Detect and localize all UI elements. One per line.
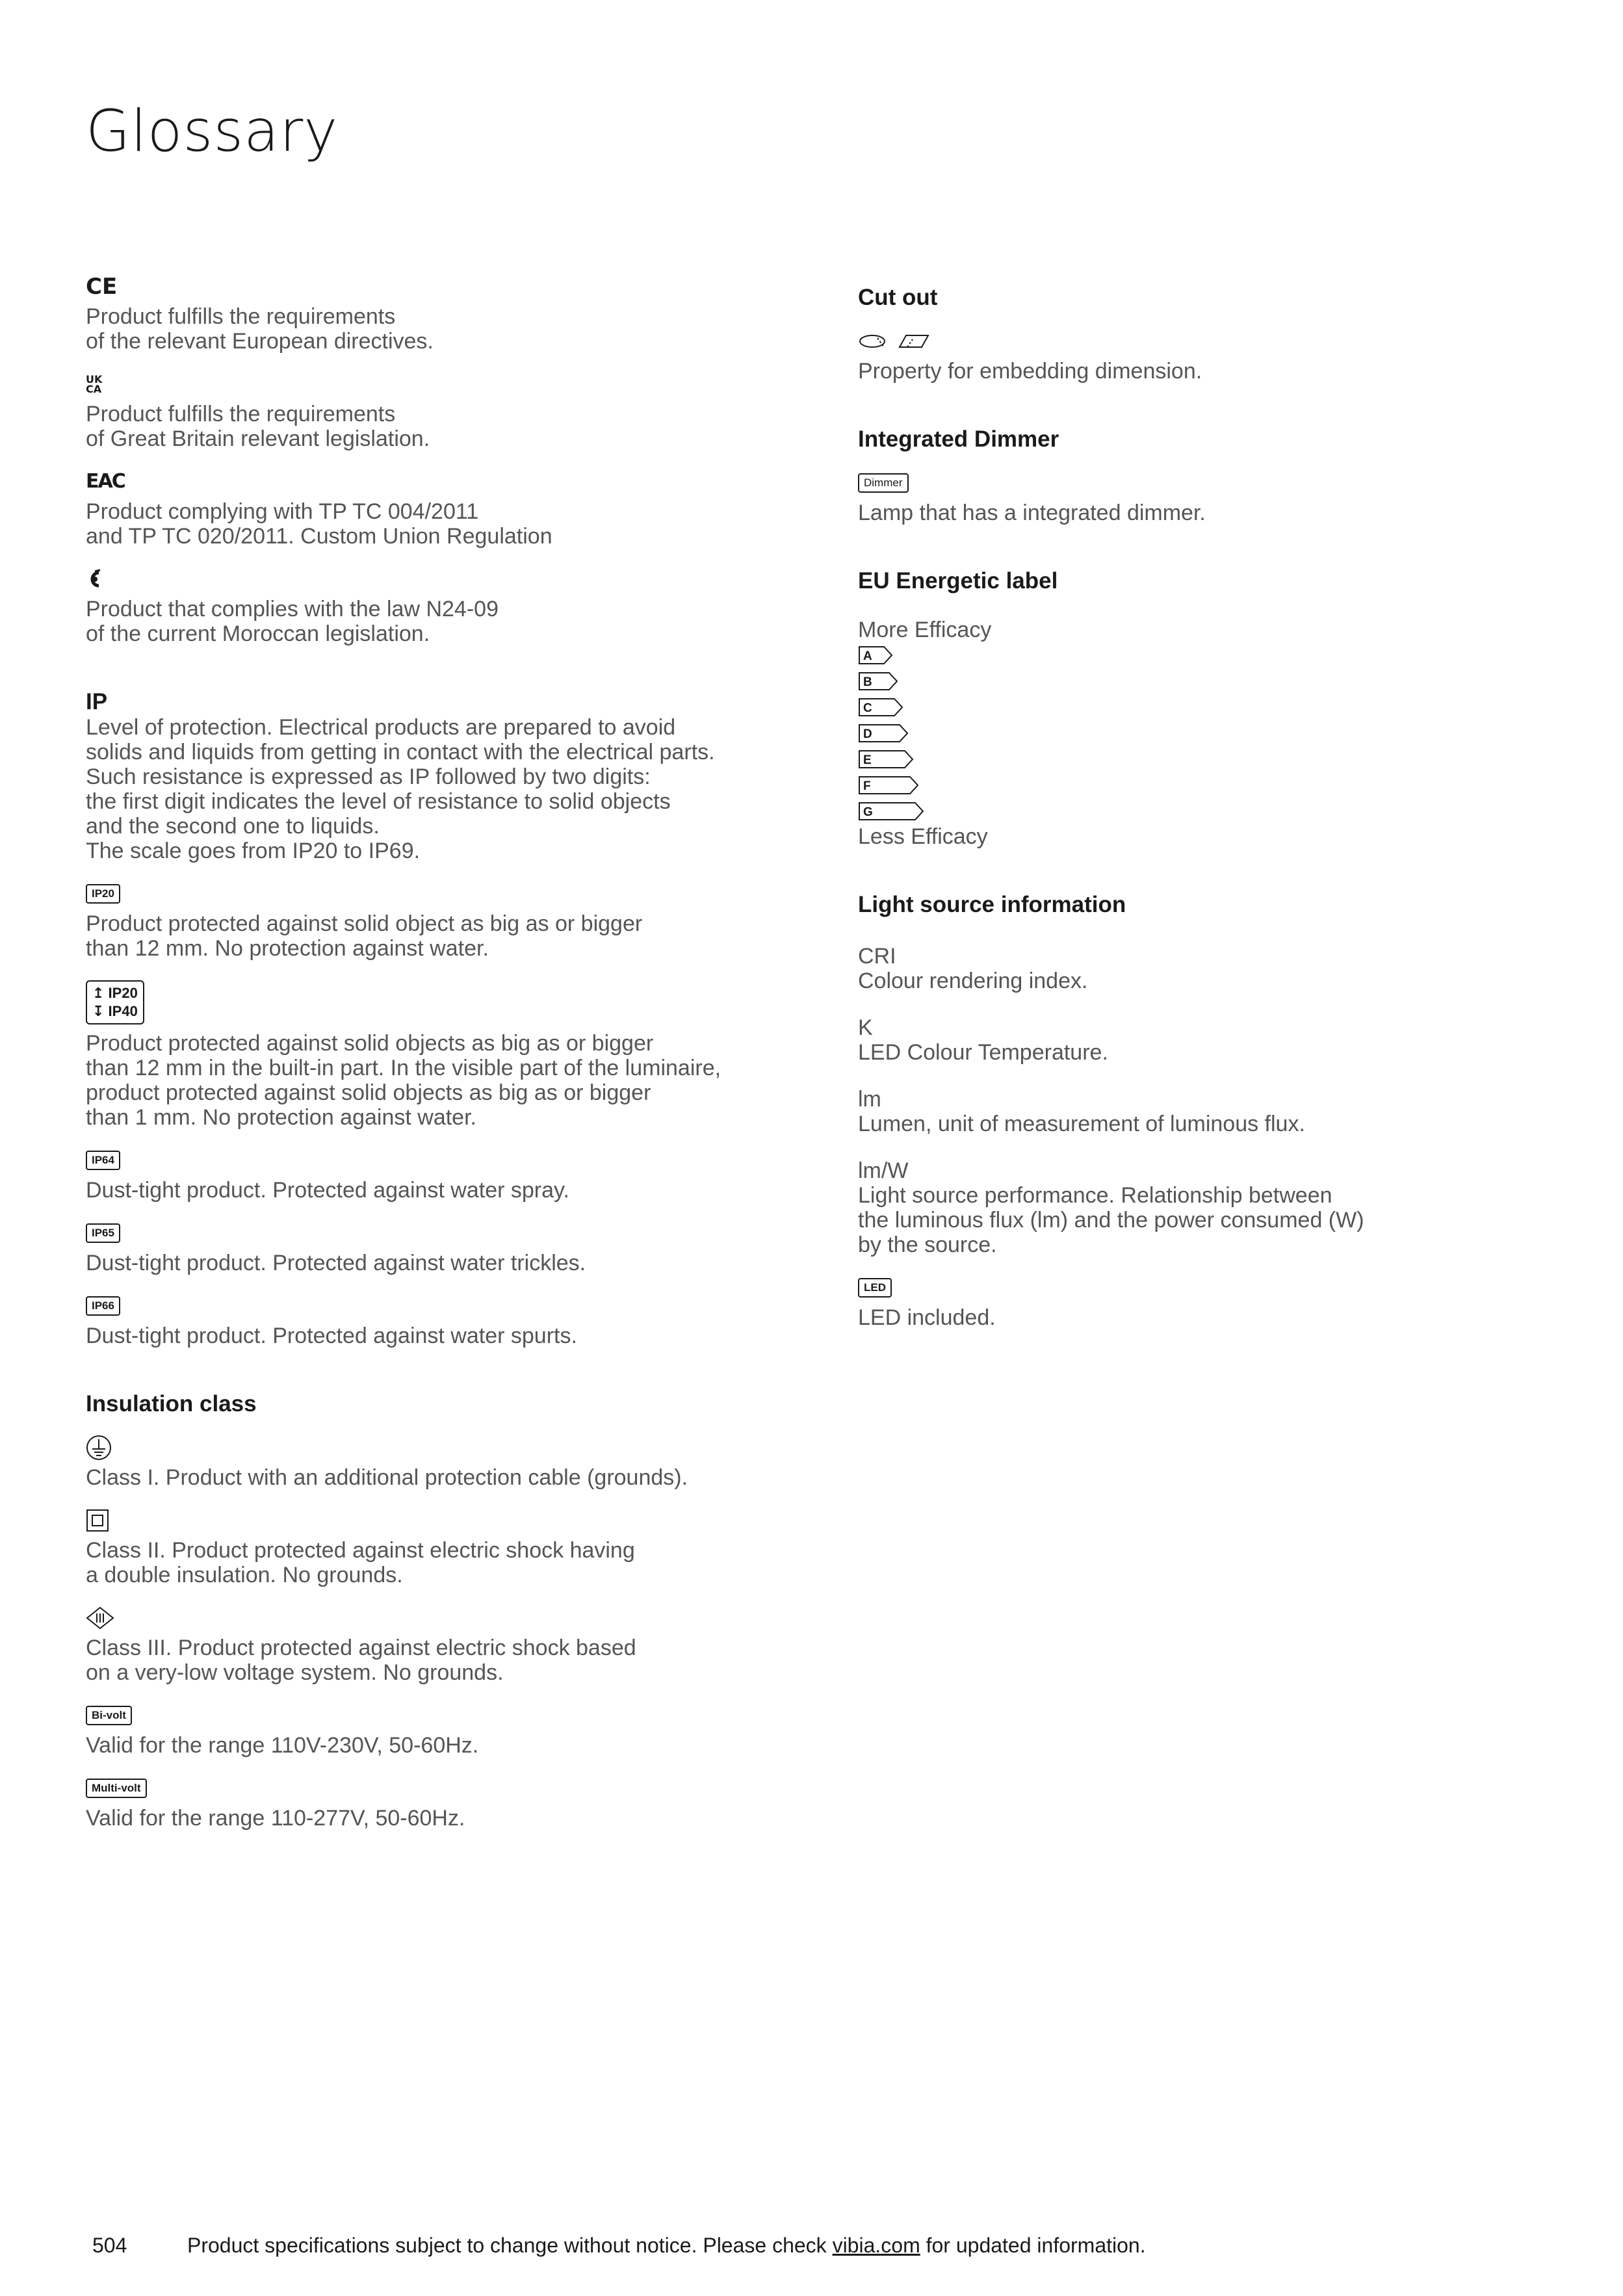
- multi-volt-badge: Multi-volt: [86, 1775, 801, 1802]
- cut-out-round-icon: [858, 333, 889, 350]
- energy-class-g: [858, 798, 1508, 824]
- lsi-term: lm: [858, 1087, 881, 1112]
- lsi-item-k: [858, 1015, 1508, 1065]
- ip65-description: Dust-tight product. Protected against water trickles.: [86, 1251, 586, 1275]
- ip20-description: Product protected against solid object as big as or bigger than 12 mm. No protection against water.: [86, 911, 643, 961]
- ip20-badge: IP20: [86, 880, 801, 907]
- energy-class-b: [858, 668, 1508, 694]
- ip64-badge: IP64: [86, 1147, 801, 1174]
- cmim-description: Product that complies with the law N24-09 of the current Moroccan legislation.: [86, 597, 499, 646]
- class-1-description: Class I. Product with an additional protection cable (grounds).: [86, 1465, 688, 1490]
- class-3-low-voltage-icon: [86, 1604, 801, 1632]
- ip20-ip40-description: Product protected against solid objects as big as or bigger than 12 mm in the built-in part. In the visible part of the luminaire, product protected against solid objects as big as or bigger than 1 mm. No protection against water.: [86, 1031, 721, 1130]
- bi-volt-description: Valid for the range 110V-230V, 50-60Hz.: [86, 1733, 479, 1758]
- ip64-description: Dust-tight product. Protected against water spray.: [86, 1178, 569, 1203]
- ce-description: Product fulfills the requirements of the relevant European directives.: [86, 304, 434, 354]
- energy-class-label: C: [863, 701, 872, 715]
- cut-out-icons: [858, 328, 1508, 355]
- moroccan-cmim-mark-icon: [86, 566, 801, 593]
- led-badge: LED: [858, 1274, 1508, 1301]
- vibia-link[interactable]: vibia.com: [832, 2234, 920, 2257]
- energy-arrow-icon: [858, 672, 900, 691]
- class-2-double-insulation-icon: [86, 1507, 801, 1534]
- right-column: [858, 273, 1508, 1330]
- ip-description: Level of protection. Electrical products are prepared to avoid solids and liquids from getting in contact with the electrical parts. Such resistance is expressed as IP followed by two digits: the first digit indicates the level of resistance to solid objects and the second one to liquids. The scale goes from IP20 to IP69.: [86, 715, 715, 863]
- energy-scale: [858, 642, 1508, 824]
- energy-arrow-icon: [858, 724, 910, 743]
- dimmer-badge: Dimmer: [858, 469, 1508, 497]
- ce-mark-icon: CE: [86, 274, 118, 300]
- energy-class-label: A: [863, 649, 872, 663]
- energy-arrow-icon: [858, 646, 894, 665]
- lsi-term: lm/W: [858, 1158, 909, 1183]
- ip65-badge: IP65: [86, 1220, 801, 1247]
- ukca-mark-icon: UK CA: [86, 373, 103, 395]
- ip-heading: IP: [86, 689, 108, 714]
- dimmer-heading: Integrated Dimmer: [858, 426, 1059, 452]
- energy-arrow-icon: [858, 802, 926, 821]
- class-1-earth-icon: [86, 1434, 801, 1461]
- footer: [92, 2234, 1146, 2258]
- lsi-term: CRI: [858, 944, 896, 969]
- energy-more-efficacy: More Efficacy: [858, 618, 992, 642]
- footer-text-before: Product specifications subject to change without notice. Please check: [187, 2234, 833, 2257]
- bi-volt-badge: Bi-volt: [86, 1702, 801, 1729]
- energy-arrow-icon: [858, 776, 920, 795]
- dimmer-description: Lamp that has a integrated dimmer.: [858, 501, 1206, 525]
- page-title: Glossary: [86, 98, 339, 164]
- energy-class-label: D: [863, 727, 872, 741]
- lsi-item-lm: [858, 1087, 1508, 1136]
- energy-class-label: F: [863, 779, 871, 793]
- lsi-text: LED Colour Temperature.: [858, 1040, 1108, 1065]
- energy-class-label: G: [863, 805, 873, 819]
- lsi-text: Lumen, unit of measurement of luminous flux.: [858, 1112, 1305, 1136]
- energy-class-a: [858, 642, 1508, 668]
- lsi-term: K: [858, 1015, 873, 1040]
- ip20-ip40-badge: ↥ IP20 ↧ IP40: [86, 978, 801, 1027]
- energy-arrow-icon: [858, 698, 905, 717]
- cut-out-square-icon: [898, 333, 931, 350]
- energy-heading: EU Energetic label: [858, 568, 1058, 594]
- ukca-description: Product fulfills the requirements of Great Britain relevant legislation.: [86, 402, 430, 451]
- energy-class-f: [858, 772, 1508, 798]
- multi-volt-description: Valid for the range 110-277V, 50-60Hz.: [86, 1806, 465, 1831]
- light-source-heading: Light source information: [858, 892, 1126, 917]
- footer-text-after: for updated information.: [920, 2234, 1146, 2257]
- lsi-text: Colour rendering index.: [858, 969, 1088, 993]
- energy-class-d: [858, 720, 1508, 746]
- insulation-heading: Insulation class: [86, 1391, 257, 1416]
- energy-arrow-icon: [858, 750, 915, 769]
- energy-less-efficacy: Less Efficacy: [858, 824, 988, 849]
- energy-class-c: [858, 694, 1508, 720]
- page-number: 504: [92, 2234, 127, 2257]
- led-description: LED included.: [858, 1305, 996, 1330]
- lsi-item-lm-w: [858, 1158, 1508, 1257]
- left-column: [86, 273, 801, 1831]
- cut-out-heading: Cut out: [858, 285, 938, 310]
- eac-description: Product complying with TP TC 004/2011 and TP TC 020/2011. Custom Union Regulation: [86, 499, 552, 549]
- energy-class-label: E: [863, 753, 872, 767]
- lsi-item-cri: [858, 944, 1508, 993]
- energy-class-e: [858, 746, 1508, 772]
- cut-out-description: Property for embedding dimension.: [858, 359, 1202, 384]
- class-2-description: Class II. Product protected against electric shock having a double insulation. No grounds.: [86, 1538, 635, 1587]
- class-3-description: Class III. Product protected against electric shock based on a very-low voltage system. No grounds.: [86, 1636, 636, 1685]
- energy-class-label: B: [863, 675, 872, 689]
- ip66-badge: IP66: [86, 1292, 801, 1320]
- ip66-description: Dust-tight product. Protected against water spurts.: [86, 1324, 577, 1348]
- lsi-text: Light source performance. Relationship between the luminous flux (lm) and the power consumed (W) by the source.: [858, 1183, 1364, 1257]
- eac-mark-icon: EAC: [86, 470, 125, 493]
